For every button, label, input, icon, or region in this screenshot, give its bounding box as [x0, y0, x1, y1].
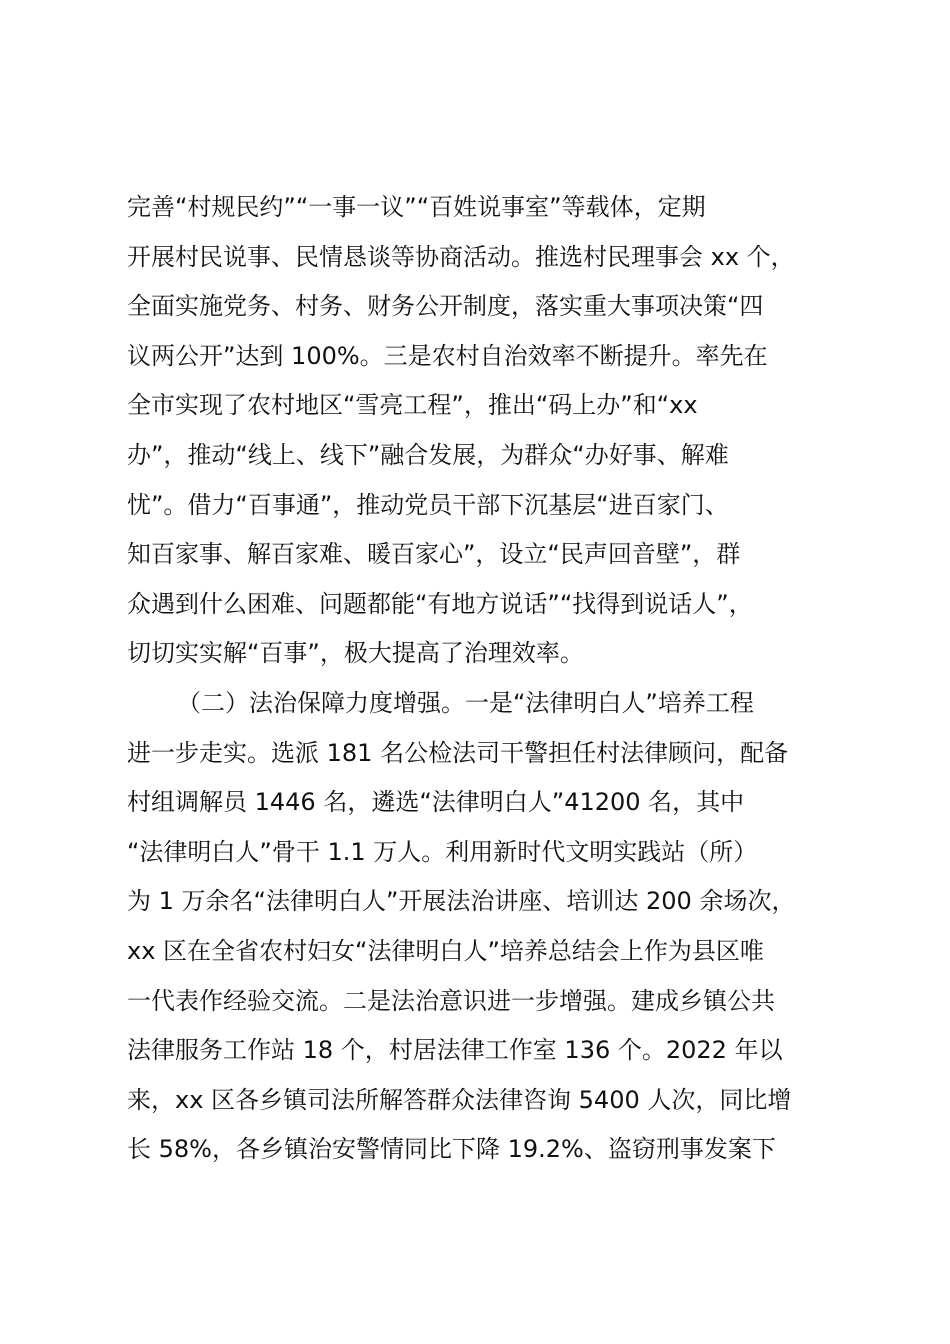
text-line: 办”，推动“线上、线下”融合发展，为群众“办好事、解难	[127, 440, 729, 469]
text-line: 村组调解员 1446 名，遴选“法律明白人”41200 名，其中	[127, 788, 745, 817]
text-line: 为 1 万余名“法律明白人”开展法治讲座、培训达 200 余场次，	[127, 887, 796, 916]
text-line: 忧”。借力“百事通”，推动党员干部下沉基层“进百家门、	[127, 490, 729, 519]
text-line: 开展村民说事、民情恳谈等协商活动。推选村民理事会 xx 个，	[127, 242, 795, 271]
text-line: 众遇到什么困难、问题都能“有地方说话”“找得到说话人”，	[127, 589, 753, 618]
section-heading-line: （二）法治保障力度增强。一是“法律明白人”培养工程	[177, 688, 754, 717]
text-line: xx 区在全省农村妇女“法律明白人”培养总结会上作为县区唯	[127, 936, 764, 965]
document-body	[127, 183, 847, 1175]
text-line: 全面实施党务、村务、财务公开制度，落实重大事项决策“四	[127, 292, 764, 321]
paragraph-village-autonomy	[127, 183, 847, 679]
text-line: “法律明白人”骨干 1.1 万人。利用新时代文明实践站（所）	[127, 837, 758, 866]
text-line: 知百家事、解百家难、暖百家心”，设立“民声回音壁”，群	[127, 540, 741, 569]
text-line: 全市实现了农村地区“雪亮工程”，推出“码上办”和“xx	[127, 391, 698, 420]
text-line: 切切实实解“百事”，极大提高了治理效率。	[127, 639, 584, 668]
text-line: 法律服务工作站 18 个，村居法律工作室 136 个。2022 年以	[127, 1036, 783, 1065]
text-line: 长 58%，各乡镇治安警情同比下降 19.2%、盗窃刑事发案下	[127, 1135, 776, 1164]
text-line: 来，xx 区各乡镇司法所解答群众法律咨询 5400 人次，同比增	[127, 1085, 792, 1114]
text-line: 议两公开”达到 100%。三是农村自治效率不断提升。率先在	[127, 341, 768, 370]
text-line: 一代表作经验交流。二是法治意识进一步增强。建成乡镇公共	[127, 986, 775, 1015]
text-line: 进一步走实。选派 181 名公检法司干警担任村法律顾问，配备	[127, 738, 789, 767]
paragraph-rule-of-law	[127, 679, 847, 1175]
text-line: 完善“村规民约”“一事一议”“百姓说事室”等载体，定期	[127, 193, 706, 221]
